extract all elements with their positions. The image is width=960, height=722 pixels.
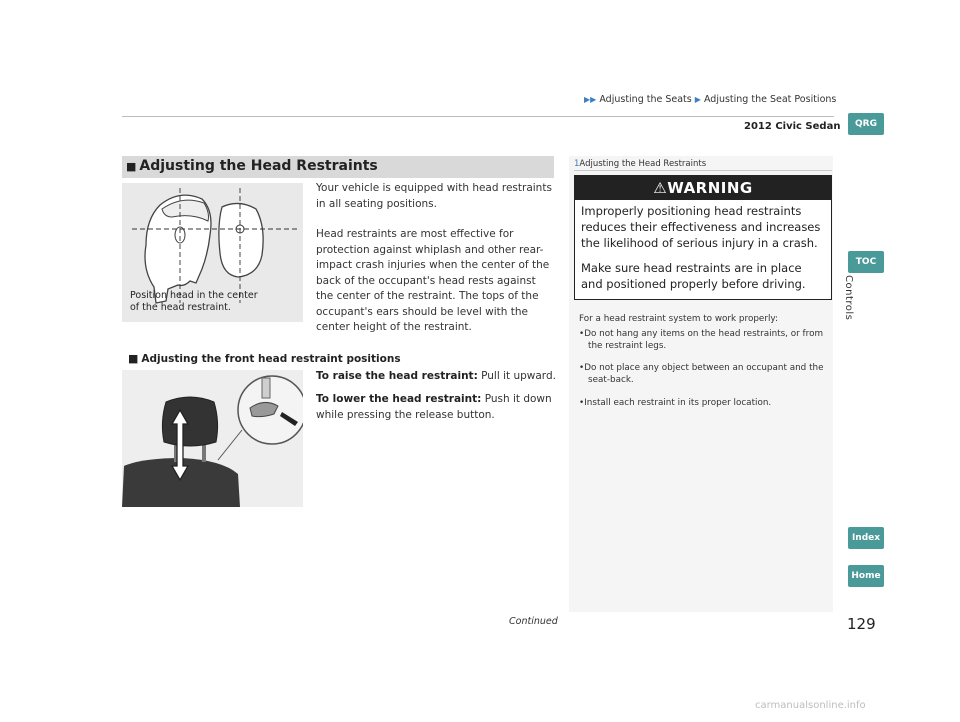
raise-instruction: To raise the head restraint: Pull it upward. <box>316 370 556 382</box>
bullet-icon: • <box>579 398 585 408</box>
note-marker-icon: 1 <box>574 159 580 169</box>
warning-heading: ⚠WARNING <box>575 176 831 200</box>
headrest-drawing <box>122 370 303 507</box>
toc-tab[interactable]: TOC <box>848 251 884 273</box>
breadcrumb-item-seat-positions[interactable]: Adjusting the Seat Positions <box>703 94 837 105</box>
header-rule <box>122 116 834 117</box>
square-bullet-icon: ■ <box>126 160 137 173</box>
section-title: ■ Adjusting the Head Restraints <box>126 158 378 174</box>
bullet-icon: • <box>579 329 585 339</box>
bullet-icon: • <box>579 363 585 373</box>
note-bullet: •Do not place any object between an occupant and the seat-back. <box>579 363 824 385</box>
warning-text-1: Improperly positioning head restraints reduces their effectiveness and increases the likelihood of serious injury in a crash. <box>581 204 821 250</box>
breadcrumb-item-seats[interactable]: Adjusting the Seats <box>599 94 692 105</box>
note-intro: For a head restraint system to work properly: <box>579 314 778 324</box>
note-title: 1Adjusting the Head Restraints <box>574 159 707 169</box>
arrow-icon: ▶ <box>694 95 701 104</box>
breadcrumb <box>584 94 836 105</box>
continued-label: Continued <box>509 616 558 627</box>
index-tab[interactable]: Index <box>848 527 884 549</box>
note-bullet: •Install each restraint in its proper location. <box>579 398 772 408</box>
page-number: 129 <box>847 615 876 633</box>
subheading: ■ Adjusting the front head restraint positions <box>128 352 401 365</box>
home-tab[interactable]: Home <box>848 565 884 587</box>
watermark: carmanualsonline.info <box>755 700 866 711</box>
model-name: 2012 Civic Sedan <box>744 121 841 132</box>
intro-paragraph: Your vehicle is equipped with head restraints in all seating positions. <box>316 182 552 210</box>
figure1-caption: Position head in the center of the head restraint. <box>130 290 258 313</box>
qrg-tab[interactable]: QRG <box>848 113 884 135</box>
headrest-adjustment-illustration <box>122 370 303 507</box>
warning-text-2: Make sure head restraints are in place and positioned properly before driving. <box>581 261 806 291</box>
note-rule <box>574 170 832 171</box>
effectiveness-paragraph: Head restraints are most effective for protection against whiplash and other rear-impact crash injuries when the center of the back of the occupant's head rests against the center of the restraint. The tops of the occupant's ears should be level with the center height of the restraint. <box>316 228 550 333</box>
warning-triangle-icon: ⚠ <box>653 179 668 197</box>
square-bullet-icon: ■ <box>128 352 139 365</box>
lower-instruction: To lower the head restraint: Push it down while pressing the release button. <box>316 393 552 421</box>
chapter-label: Controls <box>843 275 854 321</box>
note-bullet: •Do not hang any items on the head restraints, or from the restraint legs. <box>579 329 824 351</box>
arrow-icon: ▶▶ <box>584 95 597 104</box>
